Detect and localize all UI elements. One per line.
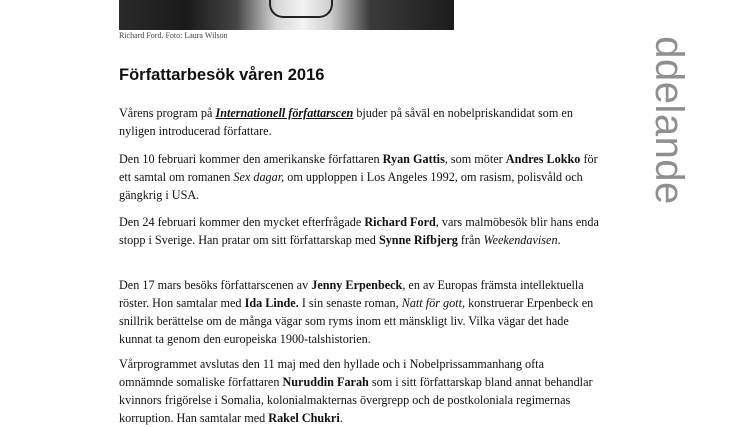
- text-run: Vårprogrammet avslutas den 11 maj med den hyllade och i Nobelprissammanhang ofta omnämnde somaliske författaren: [119, 357, 544, 389]
- paragraph-gattis: [119, 150, 599, 204]
- text-run: Vårens program på: [119, 106, 216, 120]
- author-name: Nuruddin Farah: [282, 375, 369, 389]
- text-run: Den 10 februari kommer den amerikanske författaren: [119, 152, 383, 166]
- guest-name: Andres Lokko: [505, 152, 581, 166]
- text-run: , som möter: [444, 152, 506, 166]
- text-run: .: [557, 233, 561, 247]
- text-run: , konstruerar Erpenbeck en snillrik berättelse om de många vägar som ryms inom ett mänskligt liv. Vilka vägar det hade kunnat ta genom den europeiska 1900-talshistorien.: [119, 296, 594, 346]
- text-run: bjuder på såväl en nobelpriskandidat som en nyligen introducerad författare.: [119, 106, 573, 138]
- text-run: om upploppen i Los Angeles 1992, om rasism, polisvåld och gängkrig i USA.: [119, 170, 583, 202]
- author-photo: [119, 0, 454, 30]
- text-run: Den 17 mars besöks författarscenen av: [119, 278, 312, 292]
- newspaper-name: Weekendavisen: [483, 233, 558, 247]
- sidebar-word: ddelande: [646, 35, 691, 205]
- photo-caption: Richard Ford. Foto: Laura Wilson: [119, 31, 228, 40]
- program-name: Internationell författarscen: [215, 106, 354, 120]
- guest-name: Synne Rifbjerg: [378, 233, 458, 247]
- text-run: som i sitt författarskap bland annat behandlar kvinnors frigörelse i Somalia, kolonialmakternas övergrepp och de postkoloniala regimernas korruption. Han samtalar med: [119, 375, 593, 425]
- book-title: Natt för gott: [401, 296, 462, 310]
- paragraph-ford: [119, 213, 599, 249]
- author-name: Jenny Erpenbeck: [311, 278, 403, 292]
- paragraph-erpenbeck: [119, 276, 599, 348]
- guest-name: Ida Linde.: [244, 296, 299, 310]
- text-run: , vars malmöbesök blir hans enda stopp i Sverige. Han pratar om sitt författarskap med: [119, 215, 599, 247]
- text-run: , en av Europas främsta intellektuella röster. Hon samtalar med: [119, 278, 584, 310]
- paragraph-intro: [119, 104, 599, 140]
- text-run: från: [457, 233, 484, 247]
- text-run: Den 24 februari kommer den mycket efterfrågade: [119, 215, 365, 229]
- author-name: Richard Ford: [364, 215, 436, 229]
- sidebar-vertical-text: [618, 0, 718, 240]
- author-name: Ryan Gattis: [382, 152, 445, 166]
- text-run: .: [339, 411, 343, 425]
- page-title: Författarbesök våren 2016: [119, 66, 325, 84]
- text-run: I sin senaste roman,: [298, 296, 402, 310]
- paragraph-farah: [119, 355, 599, 427]
- guest-name: Rakel Chukri: [268, 411, 340, 425]
- text-run: för ett samtal om romanen: [119, 152, 598, 184]
- book-title: Sex dagar,: [233, 170, 285, 184]
- photo-glasses-shape: [269, 0, 333, 18]
